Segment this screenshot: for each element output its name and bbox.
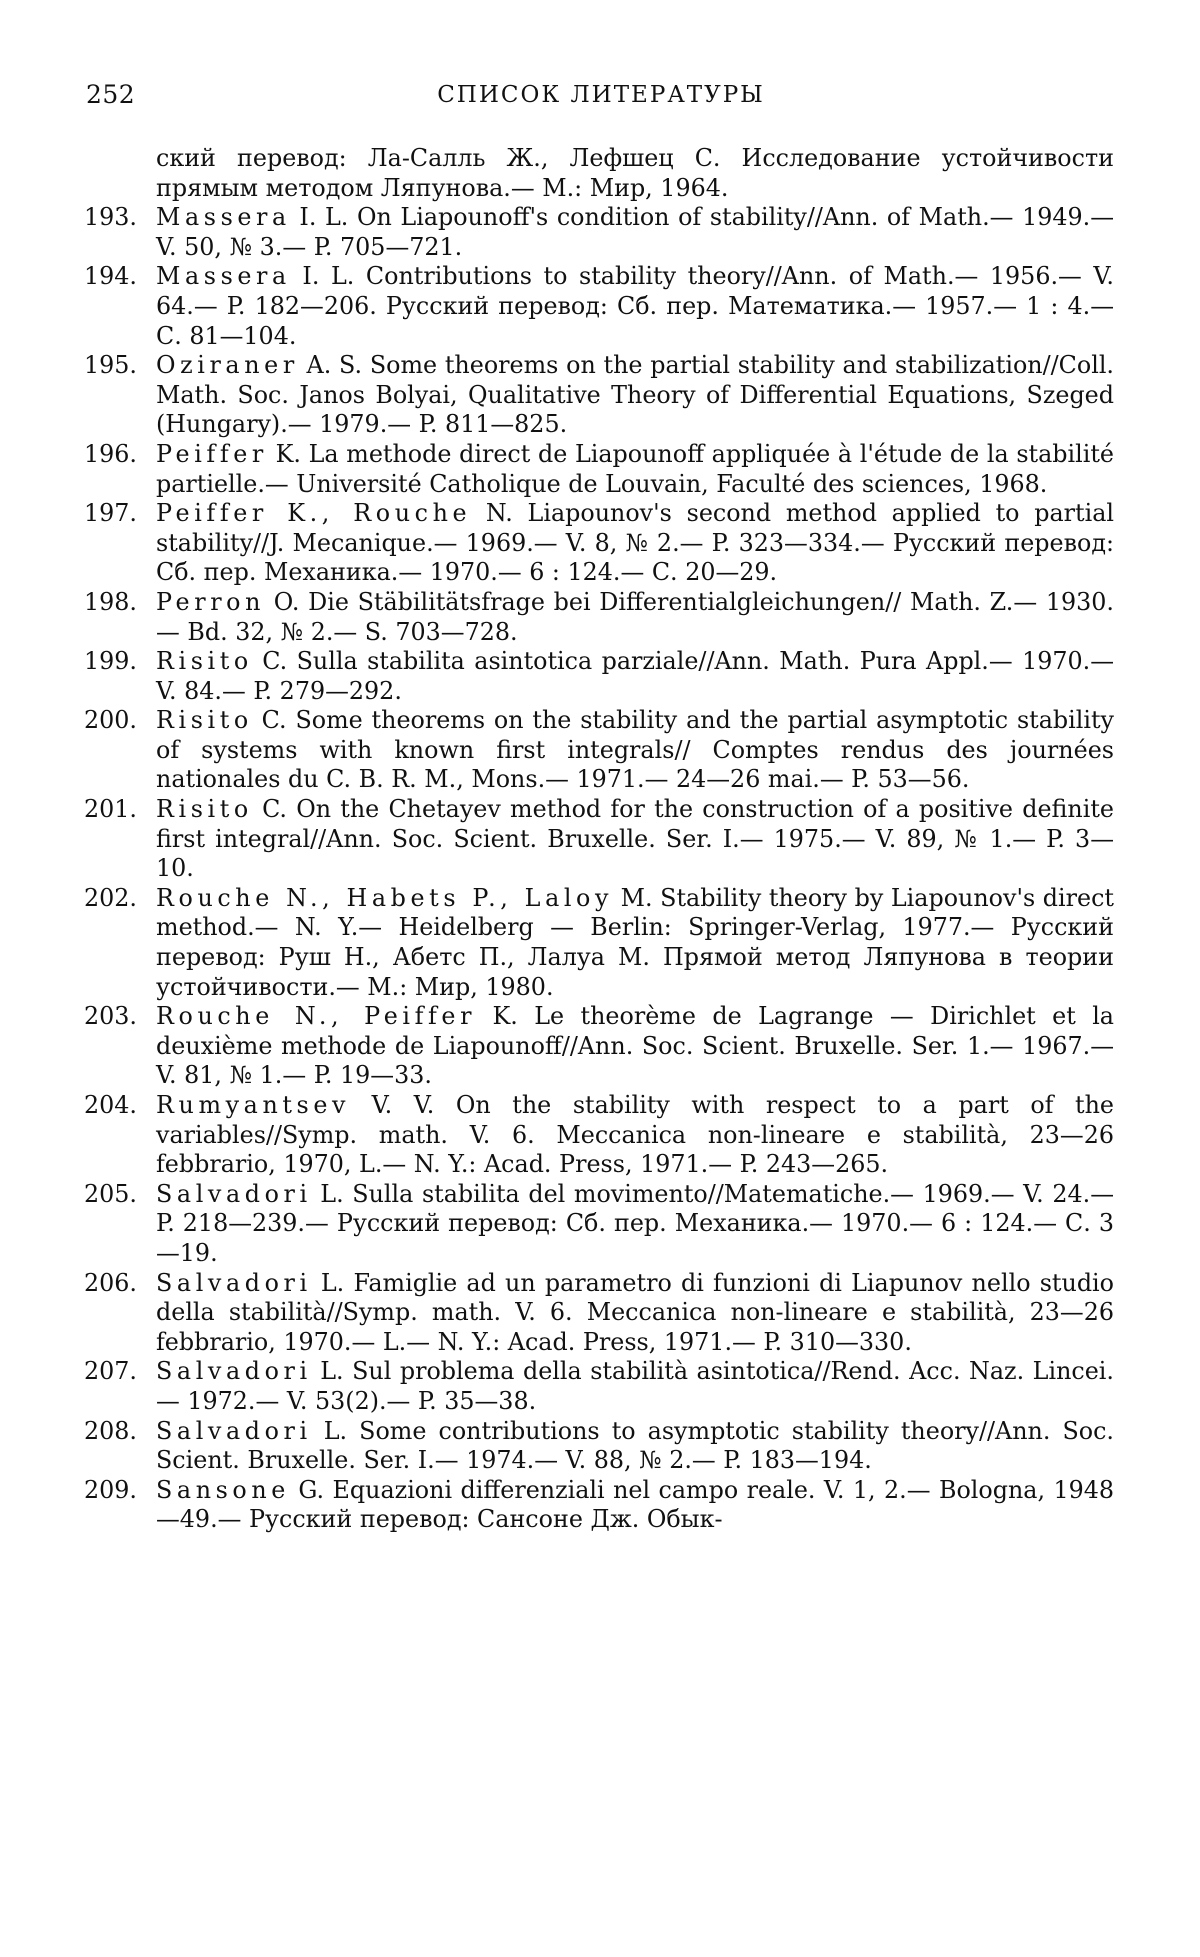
reference-author: Perron xyxy=(156,587,266,616)
reference-number: 195. xyxy=(84,351,137,380)
reference-number: 208. xyxy=(84,1416,137,1445)
reference-text: A. S. Some theorems on the partial stability and stabilization//Coll. Math. Soc. Janos Bolyai, Qualitative Theory of Differential Equations, Szeged (Hungary).— 1979.— P. 811—825. xyxy=(156,351,1114,439)
reference-entry xyxy=(84,1417,1114,1476)
reference-entry xyxy=(84,144,1114,203)
reference-text: V. V. On the stability with respect to a part of the variables//Symp. math. V. 6. Meccanica non-lineare e stabilità, 23—26 febbrario, 1970, L.— N. Y.: Acad. Press, 1971.— P. 243—265. xyxy=(156,1091,1114,1179)
reference-text: K. La methode direct de Liapounoff appliquée à l'étude de la stabilité partielle.— Université Catholique de Louvain, Faculté des sciences, 1968. xyxy=(156,439,1114,498)
reference-text: C. On the Chetayev method for the construction of a positive definite first integral//Ann. Soc. Scient. Bruxelle. Ser. I.— 1975.— V. 89, № 1.— P. 3—10. xyxy=(156,795,1114,883)
reference-number: 201. xyxy=(84,795,137,824)
reference-entry xyxy=(84,351,1114,440)
reference-number: 197. xyxy=(84,499,137,528)
reference-author: Massera xyxy=(156,262,291,291)
reference-entry xyxy=(84,203,1114,262)
reference-entry xyxy=(84,1091,1114,1180)
reference-text: M. Stability theory by Liapounov's direct method.— N. Y.— Heidelberg — Berlin: Springer-Verlag, 1977.— Русский перевод: Руш Н., Абетс П., Лалуа М. Прямой метод Ляпунова в теории устойчивости.— М.: Мир, 1980. xyxy=(156,883,1114,1001)
reference-entry xyxy=(84,795,1114,884)
reference-text: L. Sulla stabilita del movimento//Matematiche.— 1969.— V. 24.— P. 218—239.— Русский перевод: Сб. пер. Механика.— 1970.— 6 : 124.— С. 3—19. xyxy=(156,1179,1114,1267)
reference-text: I. L. Contributions to stability theory//Ann. of Math.— 1956.— V. 64.— P. 182—206. Русский перевод: Сб. пер. Математика.— 1957.— 1 : 4.— С. 81—104. xyxy=(156,262,1114,350)
reference-author: Salvadori xyxy=(156,1268,312,1297)
reference-number: 202. xyxy=(84,883,137,912)
running-head xyxy=(86,80,1116,116)
reference-text: L. Sul problema della stabilità asintotica//Rend. Acc. Naz. Lincei.— 1972.— V. 53(2).— P. 35—38. xyxy=(156,1357,1114,1415)
reference-entry xyxy=(84,1180,1114,1269)
reference-entry xyxy=(84,706,1114,795)
reference-author: Rouche N., Peiffer xyxy=(156,1002,477,1031)
reference-entry xyxy=(84,499,1114,588)
reference-number: 203. xyxy=(84,1002,137,1031)
reference-entry xyxy=(84,440,1114,499)
reference-author: Massera xyxy=(156,203,291,232)
reference-number: 205. xyxy=(84,1179,137,1208)
reference-text: G. Equazioni differenziali nel campo reale. V. 1, 2.— Bologna, 1948—49.— Русский перевод: Сансоне Дж. Обык- xyxy=(156,1475,1114,1534)
reference-author: Oziraner xyxy=(156,351,299,380)
reference-number: 207. xyxy=(84,1357,137,1386)
running-head-title: СПИСОК ЛИТЕРАТУРЫ xyxy=(437,82,765,108)
reference-entry xyxy=(84,1476,1114,1535)
reference-number: 196. xyxy=(84,439,137,468)
reference-text: L. Some contributions to asymptotic stability theory//Ann. Soc. Scient. Bruxelle. Ser. I.— 1974.— V. 88, № 2.— P. 183—194. xyxy=(156,1416,1114,1475)
reference-entry xyxy=(84,884,1114,1002)
reference-number: 206. xyxy=(84,1268,137,1297)
reference-author: Risito xyxy=(156,647,253,676)
reference-entry xyxy=(84,647,1114,706)
reference-list xyxy=(84,144,1114,1535)
reference-text: C. Some theorems on the stability and the partial asymptotic stability of systems with known first integrals// Comptes rendus des journées nationales du C. B. R. M., Mons.— 1971.— 24—26 mai.— P. 53—56. xyxy=(156,706,1114,794)
reference-author: Risito xyxy=(156,795,253,824)
reference-text: O. Die Stäbilitätsfrage bei Differentialgleichungen// Math. Z.— 1930.— Bd. 32, № 2.— S. 703—728. xyxy=(156,587,1114,646)
page-number: 252 xyxy=(86,80,136,109)
reference-text: ский перевод: Ла-Салль Ж., Лефшец С. Исследование устойчивости прямым методом Ляпунова.— М.: Мир, 1964. xyxy=(156,144,1114,202)
reference-author: Risito xyxy=(156,706,253,735)
reference-text: N. Liapounov's second method applied to partial stability//J. Mecanique.— 1969.— V. 8, № 2.— P. 323—334.— Русский перевод: Сб. пер. Механика.— 1970.— 6 : 124.— С. 20—29. xyxy=(156,499,1114,587)
reference-text: L. Famiglie ad un parametro di funzioni di Liapunov nello studio della stabilità//Symp. math. V. 6. Meccanica non-lineare e stabilità, 23—26 febbrario, 1970.— L.— N. Y.: Acad. Press, 1971.— P. 310—330. xyxy=(156,1268,1114,1356)
reference-author: Salvadori xyxy=(156,1357,312,1386)
reference-author: Peiffer xyxy=(156,439,268,468)
reference-author: Rumyantsev xyxy=(156,1091,351,1119)
reference-entry xyxy=(84,1002,1114,1091)
reference-number: 193. xyxy=(84,203,137,232)
reference-author: Peiffer K., Rouche xyxy=(156,499,472,528)
reference-text: K. Le theorème de Lagrange — Dirichlet et la deuxième methode de Liapounoff//Ann. Soc. Scient. Bruxelle. Ser. 1.— 1967.— V. 81, № 1.— P. 19—33. xyxy=(156,1002,1114,1090)
reference-number: 204. xyxy=(84,1091,137,1119)
reference-author: Sansone xyxy=(156,1475,290,1504)
reference-number: 198. xyxy=(84,587,137,616)
reference-entry xyxy=(84,262,1114,351)
reference-author: Salvadori xyxy=(156,1416,312,1445)
reference-entry xyxy=(84,1269,1114,1358)
reference-entry xyxy=(84,588,1114,647)
reference-number: 209. xyxy=(84,1475,137,1504)
reference-number: 194. xyxy=(84,262,137,291)
reference-text: C. Sulla stabilita asintotica parziale//Ann. Math. Pura Appl.— 1970.— V. 84.— P. 279—292. xyxy=(156,647,1114,705)
reference-entry xyxy=(84,1357,1114,1416)
reference-number: 200. xyxy=(84,706,137,735)
reference-author: Rouche N., Habets P., Laloy xyxy=(156,883,614,912)
reference-number: 199. xyxy=(84,647,137,676)
reference-author: Salvadori xyxy=(156,1179,312,1208)
reference-text: I. L. On Liapounoff's condition of stability//Ann. of Math.— 1949.— V. 50, № 3.— P. 705—721. xyxy=(156,203,1114,261)
